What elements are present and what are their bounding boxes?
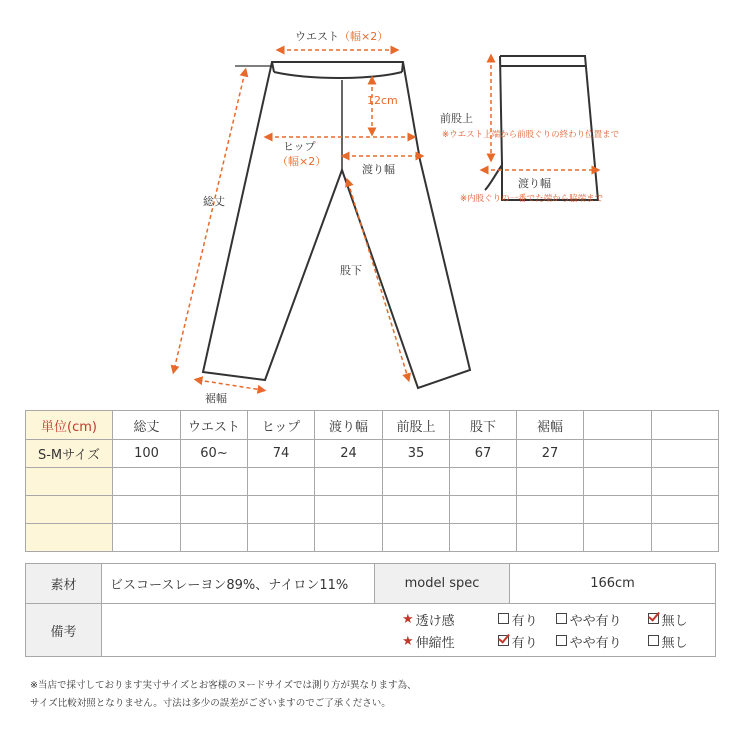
header-length: 総丈 <box>113 411 181 440</box>
checkbox-icon <box>556 613 567 624</box>
table-cell <box>450 496 517 524</box>
hip-label: ヒップ <box>283 140 316 153</box>
table-cell: 100 <box>113 440 181 468</box>
table-cell: 35 <box>383 440 450 468</box>
checkbox-icon <box>556 635 567 646</box>
stretch-row <box>402 630 715 652</box>
model-spec-value: 166cm <box>510 564 716 604</box>
table-cell <box>383 496 450 524</box>
checkbox-icon <box>498 613 509 624</box>
table-cell <box>248 524 315 552</box>
material-label: 素材 <box>26 564 102 604</box>
front-rise-label: 前股上 <box>440 112 473 125</box>
sheer-row <box>402 608 715 630</box>
header-thigh: 渡り幅 <box>315 411 383 440</box>
header-hip: ヒップ <box>248 411 315 440</box>
stretch-option-some[interactable]: やや有り <box>556 632 648 651</box>
table-cell: 60~ <box>181 440 248 468</box>
header-hem: 裾幅 <box>517 411 584 440</box>
table-cell <box>652 440 719 468</box>
row-size-label <box>26 524 113 552</box>
table-row <box>26 440 719 468</box>
table-cell <box>315 496 383 524</box>
table-cell <box>517 496 584 524</box>
header-waist: ウエスト <box>181 411 248 440</box>
table-cell: 67 <box>450 440 517 468</box>
pants-front-outline <box>203 62 470 388</box>
footnote-line-1: ※当店で採寸しております実寸サイズとお客様のヌードサイズでは測り方が異なります為、 <box>30 680 417 691</box>
header-front-rise: 前股上 <box>383 411 450 440</box>
table-cell <box>383 468 450 496</box>
notes-label: 備考 <box>26 604 102 657</box>
waist-label: ウエスト（幅×2） <box>295 30 389 43</box>
material-value: ビスコースレーヨン89%、ナイロン11% <box>102 564 375 604</box>
table-cell <box>517 468 584 496</box>
table-cell <box>181 524 248 552</box>
hip-mult-label: （幅×2） <box>277 155 327 168</box>
table-cell <box>584 524 652 552</box>
front-rise-note: ※ウエスト上端から前股ぐりの終わり位置まで <box>442 130 620 140</box>
table-cell <box>315 468 383 496</box>
notes-row <box>26 604 716 657</box>
side-thigh-label: 渡り幅 <box>518 177 551 190</box>
thigh-label: 渡り幅 <box>362 163 395 176</box>
table-cell <box>517 524 584 552</box>
table-cell <box>652 496 719 524</box>
row-size-label <box>26 496 113 524</box>
table-cell <box>584 468 652 496</box>
table-cell <box>584 496 652 524</box>
side-thigh-note: ※内股ぐりの一番でた端から脇端まで <box>460 194 604 204</box>
size-table-header-row <box>26 411 719 440</box>
table-cell <box>652 524 719 552</box>
length-label: 総丈 <box>203 195 225 208</box>
sheer-option-some[interactable]: やや有り <box>556 610 648 629</box>
model-spec-label: model spec <box>375 564 510 604</box>
table-cell <box>181 496 248 524</box>
table-cell <box>383 524 450 552</box>
info-table <box>25 563 716 657</box>
table-cell <box>113 496 181 524</box>
table-row <box>26 468 719 496</box>
rise-label: 12cm <box>367 94 398 107</box>
table-cell <box>450 524 517 552</box>
table-cell <box>113 524 181 552</box>
checked-checkbox-icon <box>648 613 659 624</box>
table-cell: 74 <box>248 440 315 468</box>
star-icon: ★ <box>402 633 414 649</box>
notes-content <box>102 604 716 657</box>
table-cell <box>315 524 383 552</box>
table-cell: 27 <box>517 440 584 468</box>
footnote-line-2: サイズ比較対照となりません。寸法は多少の誤差がございますのでご了承ください。 <box>30 698 391 709</box>
table-row <box>26 496 719 524</box>
checkbox-icon <box>648 635 659 646</box>
inseam-label: 股下 <box>340 264 362 277</box>
table-cell <box>248 468 315 496</box>
table-cell <box>652 468 719 496</box>
header-inseam: 股下 <box>450 411 517 440</box>
table-cell: 24 <box>315 440 383 468</box>
row-size-label: S-Mサイズ <box>26 440 113 468</box>
hem-arrow <box>198 380 262 390</box>
header-empty-1 <box>584 411 652 440</box>
material-row <box>26 564 716 604</box>
stretch-label: 伸縮性 <box>415 635 455 651</box>
sheer-option-no[interactable]: 無し <box>648 610 688 629</box>
size-table <box>25 410 719 552</box>
checked-checkbox-icon <box>498 635 509 646</box>
table-cell <box>450 468 517 496</box>
header-unit: 単位(cm) <box>26 411 113 440</box>
table-cell <box>584 440 652 468</box>
row-size-label <box>26 468 113 496</box>
table-cell <box>113 468 181 496</box>
sheer-label: 透け感 <box>415 613 455 629</box>
sheer-option-yes[interactable]: 有り <box>498 610 556 629</box>
star-icon: ★ <box>402 611 414 627</box>
table-row <box>26 524 719 552</box>
header-empty-2 <box>652 411 719 440</box>
table-cell <box>181 468 248 496</box>
stretch-option-yes[interactable]: 有り <box>498 632 556 651</box>
stretch-option-no[interactable]: 無し <box>648 632 688 651</box>
hem-label: 裾幅 <box>205 392 227 405</box>
table-cell <box>248 496 315 524</box>
